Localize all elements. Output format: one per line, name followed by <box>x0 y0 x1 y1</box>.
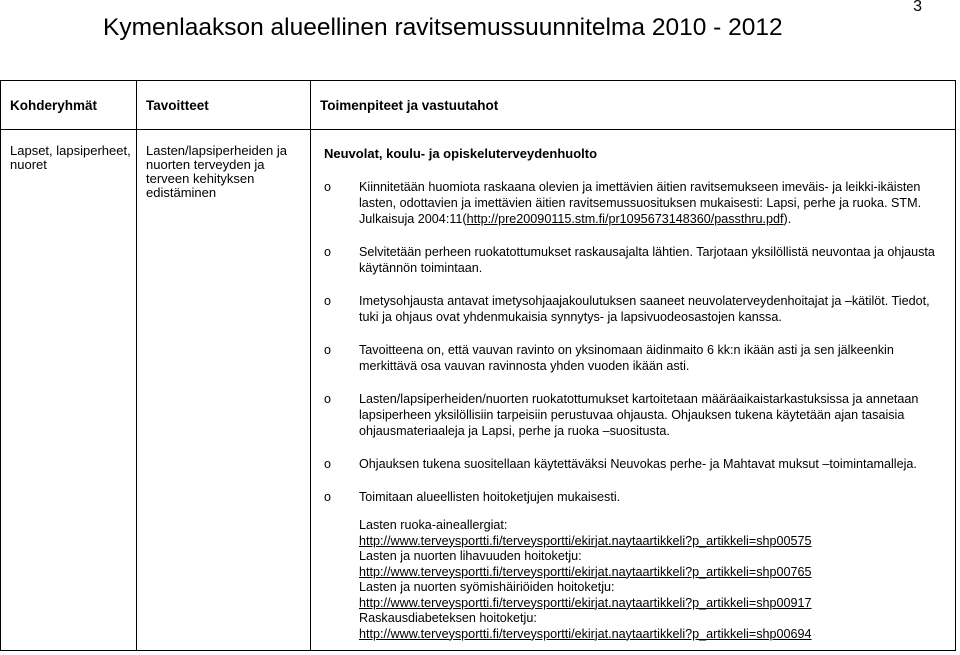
bullet-icon: o <box>324 343 332 357</box>
care-chain-links <box>311 518 955 642</box>
list-item <box>311 391 955 439</box>
bullet-icon: o <box>324 180 332 194</box>
care-chain-link[interactable]: http://www.terveysportti.fi/terveysportti/ekirjat.naytaartikkeli?p_artikkeli=shp00917 <box>359 595 812 610</box>
header-cell-goals: Tavoitteet <box>137 81 311 130</box>
bullet-icon: o <box>324 490 332 504</box>
goal-cell: Lasten/lapsiperheiden ja nuorten terveyden ja terveen kehityksen edistäminen <box>137 130 311 651</box>
list-item-text: Selvitetään perheen ruokatottumukset raskausajalta lähtien. Tarjotaan yksilöllistä neuvontaa ja ohjausta käytännön toimintaan. <box>359 245 935 275</box>
header-cell-target-groups: Kohderyhmät <box>1 81 137 130</box>
pdf-link[interactable]: http://pre20090115.stm.fi/pr1095673148360/passthru.pdf <box>466 212 784 226</box>
list-item-text: Lasten/lapsiperheiden/nuorten ruokatottumukset kartoitetaan määräaikaistarkastuksissa ja annetaan lapsiperheen yksilöllisiin tarpeisiin perustuvaa ohjausta. Ohjauksen tukena käytetään ajan tasaisia ohjausmateriaaleja ja Lapsi, perhe ja ruoka –suositusta. <box>359 392 919 438</box>
list-item-text: Toimitaan alueellisten hoitoketjujen mukaisesti. <box>359 490 621 504</box>
care-chain-label: Lasten ja nuorten syömishäiriöiden hoitoketju: <box>359 580 615 594</box>
table-row <box>1 130 956 651</box>
list-item <box>311 293 955 325</box>
care-chain-link[interactable]: http://www.terveysportti.fi/terveysportti/ekirjat.naytaartikkeli?p_artikkeli=shp00694 <box>359 626 812 641</box>
bullet-icon: o <box>324 457 332 471</box>
page-title: Kymenlaakson alueellinen ravitsemussuunnitelma 2010 - 2012 <box>103 14 783 41</box>
table-header-row <box>1 81 956 130</box>
bullet-icon: o <box>324 294 332 308</box>
header-cell-actions: Toimenpiteet ja vastuutahot <box>311 81 956 130</box>
care-chain-label: Lasten ruoka-aineallergiat: <box>359 518 508 532</box>
list-item-text: Ohjauksen tukena suositellaan käytettäväksi Neuvokas perhe- ja Mahtavat muksut –toimintamalleja. <box>359 457 917 471</box>
bullet-icon: o <box>324 245 332 259</box>
care-chain-link[interactable]: http://www.terveysportti.fi/terveysportti/ekirjat.naytaartikkeli?p_artikkeli=shp00575 <box>359 533 812 548</box>
care-chain-link[interactable]: http://www.terveysportti.fi/terveysportti/ekirjat.naytaartikkeli?p_artikkeli=shp00765 <box>359 564 812 579</box>
list-item-text: Tavoitteena on, että vauvan ravinto on yksinomaan äidinmaito 6 kk:n ikään asti ja sen jälkeenkin merkittävä osa vauvan ravinnosta yhden vuoden ikään asti. <box>359 343 894 373</box>
list-item <box>311 179 955 227</box>
list-item-text: Kiinnitetään huomiota raskaana olevien ja imettävien äitien ravitsemukseen imeväis- ja leikki-ikäisten lasten, odottavien ja imettävien äitien ravitsemussuosituksen mukaisesti: Lapsi, perhe ja ruoka. STM. Julkaisuja 2004:11( <box>359 180 922 226</box>
actions-cell <box>311 130 956 651</box>
care-chain-label: Lasten ja nuorten lihavuuden hoitoketju: <box>359 549 582 563</box>
list-item <box>311 342 955 374</box>
bullet-icon: o <box>324 392 332 406</box>
target-group-cell: Lapset, lapsiperheet, nuoret <box>1 130 137 651</box>
list-item <box>311 489 955 505</box>
list-item <box>311 244 955 276</box>
action-list <box>311 179 955 505</box>
page-number: 3 <box>913 0 922 15</box>
section-title: Neuvolat, koulu- ja opiskeluterveydenhuolto <box>324 146 598 161</box>
plan-table <box>0 80 956 651</box>
list-item-text-end: ). <box>783 212 792 226</box>
list-item <box>311 456 955 472</box>
list-item-text: Imetysohjausta antavat imetysohjaajakoulutuksen saaneet neuvolaterveydenhoitajat ja –kätilöt. Tiedot, tuki ja ohjaus ovat yhdenmukaisia synnytys- ja lapsivuodeosastojen kanssa. <box>359 294 930 324</box>
care-chain-label: Raskausdiabeteksen hoitoketju: <box>359 611 537 625</box>
